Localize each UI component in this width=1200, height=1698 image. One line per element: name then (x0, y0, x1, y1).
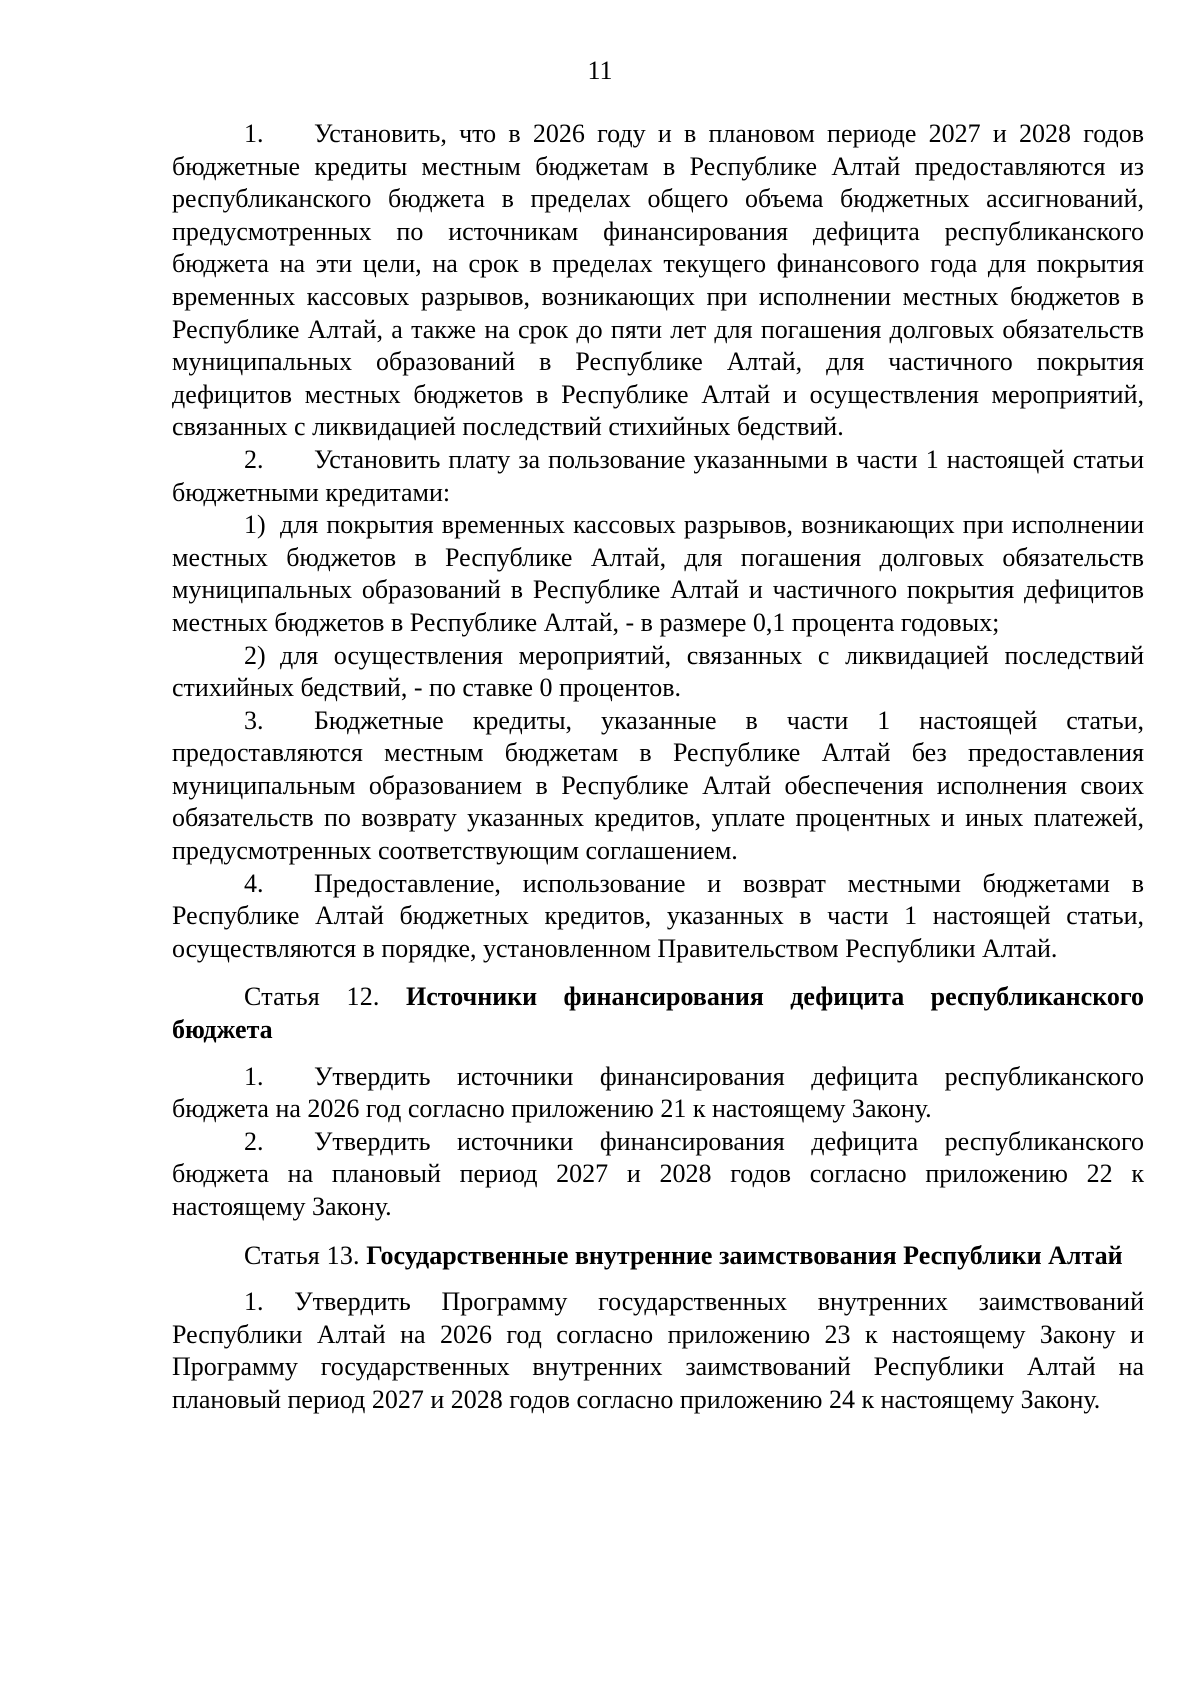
subparagraph-number: 2) (244, 640, 266, 670)
paragraph-2 (172, 444, 1144, 509)
article-label: Статья 13. (244, 1240, 360, 1270)
subparagraph-1 (172, 509, 1144, 639)
paragraph-3 (172, 705, 1144, 868)
page-number: 11 (587, 56, 613, 85)
paragraph-number: 1. (244, 1061, 264, 1091)
document-body (172, 118, 1144, 1417)
paragraph-number: 2. (244, 444, 264, 474)
paragraph-text: Установить, что в 2026 году и в плановом периоде 2027 и 2028 годов бюджетные кредиты местным бюджетам в Республике Алтай предоставляются из республиканского бюджета в пределах общего объема бюджетных ассигнований, предусмотренных по источникам финансирования дефицита республиканского бюджета на эти цели, на срок в пределах текущего финансового года для покрытия временных кассовых разрывов, возникающих при исполнении местных бюджетов в Республике Алтай, а также на срок до пяти лет для погашения долговых обязательств муниципальных образований в Республике Алтай, для частичного покрытия дефицитов местных бюджетов в Республике Алтай и осуществления мероприятий, связанных с ликвидацией последствий стихийных бедствий. (172, 119, 1144, 442)
article-13-heading (172, 1240, 1144, 1273)
paragraph-text: 1. Утвердить Программу государственных внутренних заимствований Республики Алтай на 2026 год согласно приложению 23 к настоящему Закону и Программу государственных внутренних заимствований Республики Алтай на плановый период 2027 и 2028 годов согласно приложению 24 к настоящему Закону. (172, 1287, 1144, 1414)
paragraph-number: 3. (244, 705, 264, 735)
paragraph-4 (172, 868, 1144, 966)
paragraph-text: Бюджетные кредиты, указанные в части 1 настоящей статьи, предоставляются местным бюджетам в Республике Алтай без предоставления муниципальным образованием в Республике Алтай обеспечения исполнения своих обязательств по возврату указанных кредитов, уплате процентных и иных платежей, предусмотренных соответствующим соглашением. (172, 705, 1144, 866)
paragraph-text: Утвердить источники финансирования дефицита республиканского бюджета на 2026 год согласно приложению 21 к настоящему Закону. (172, 1061, 1144, 1124)
article-title: Государственные внутренние заимствования Республики Алтай (366, 1240, 1123, 1270)
paragraph-text: Утвердить источники финансирования дефицита республиканского бюджета на плановый период 2027 и 2028 годов согласно приложению 22 к настоящему Закону. (172, 1126, 1144, 1221)
subparagraph-number: 1) (244, 510, 266, 540)
paragraph-number: 2. (244, 1126, 264, 1156)
subparagraph-text: для покрытия временных кассовых разрывов, возникающих при исполнении местных бюджетов в Республике Алтай, для погашения долговых обязательств муниципальных образований в Республике Алтай и частичного покрытия дефицитов местных бюджетов в Республике Алтай, - в размере 0,1 процента годовых; (172, 510, 1144, 637)
subparagraph-2 (172, 640, 1144, 705)
paragraph-text: Установить плату за пользование указанными в части 1 настоящей статьи бюджетными кредитами: (172, 444, 1144, 507)
paragraph-1 (172, 118, 1144, 444)
paragraph-number: 4. (244, 868, 264, 898)
paragraph-text: Предоставление, использование и возврат местными бюджетами в Республике Алтай бюджетных кредитов, указанных в части 1 настоящей статьи, осуществляются в порядке, установленном Правительством Республики Алтай. (172, 868, 1144, 963)
article-12-heading (172, 981, 1144, 1046)
article-title: Источники финансирования дефицита республиканского бюджета (172, 982, 1144, 1045)
article-13-item-1 (172, 1286, 1144, 1416)
article-label: Статья 12. (244, 982, 380, 1012)
article-12-item-1 (172, 1061, 1144, 1126)
paragraph-number: 1. (244, 119, 264, 148)
subparagraph-text: для осуществления мероприятий, связанных с ликвидацией последствий стихийных бедствий, - по ставке 0 процентов. (172, 640, 1144, 703)
article-12-item-2 (172, 1126, 1144, 1224)
